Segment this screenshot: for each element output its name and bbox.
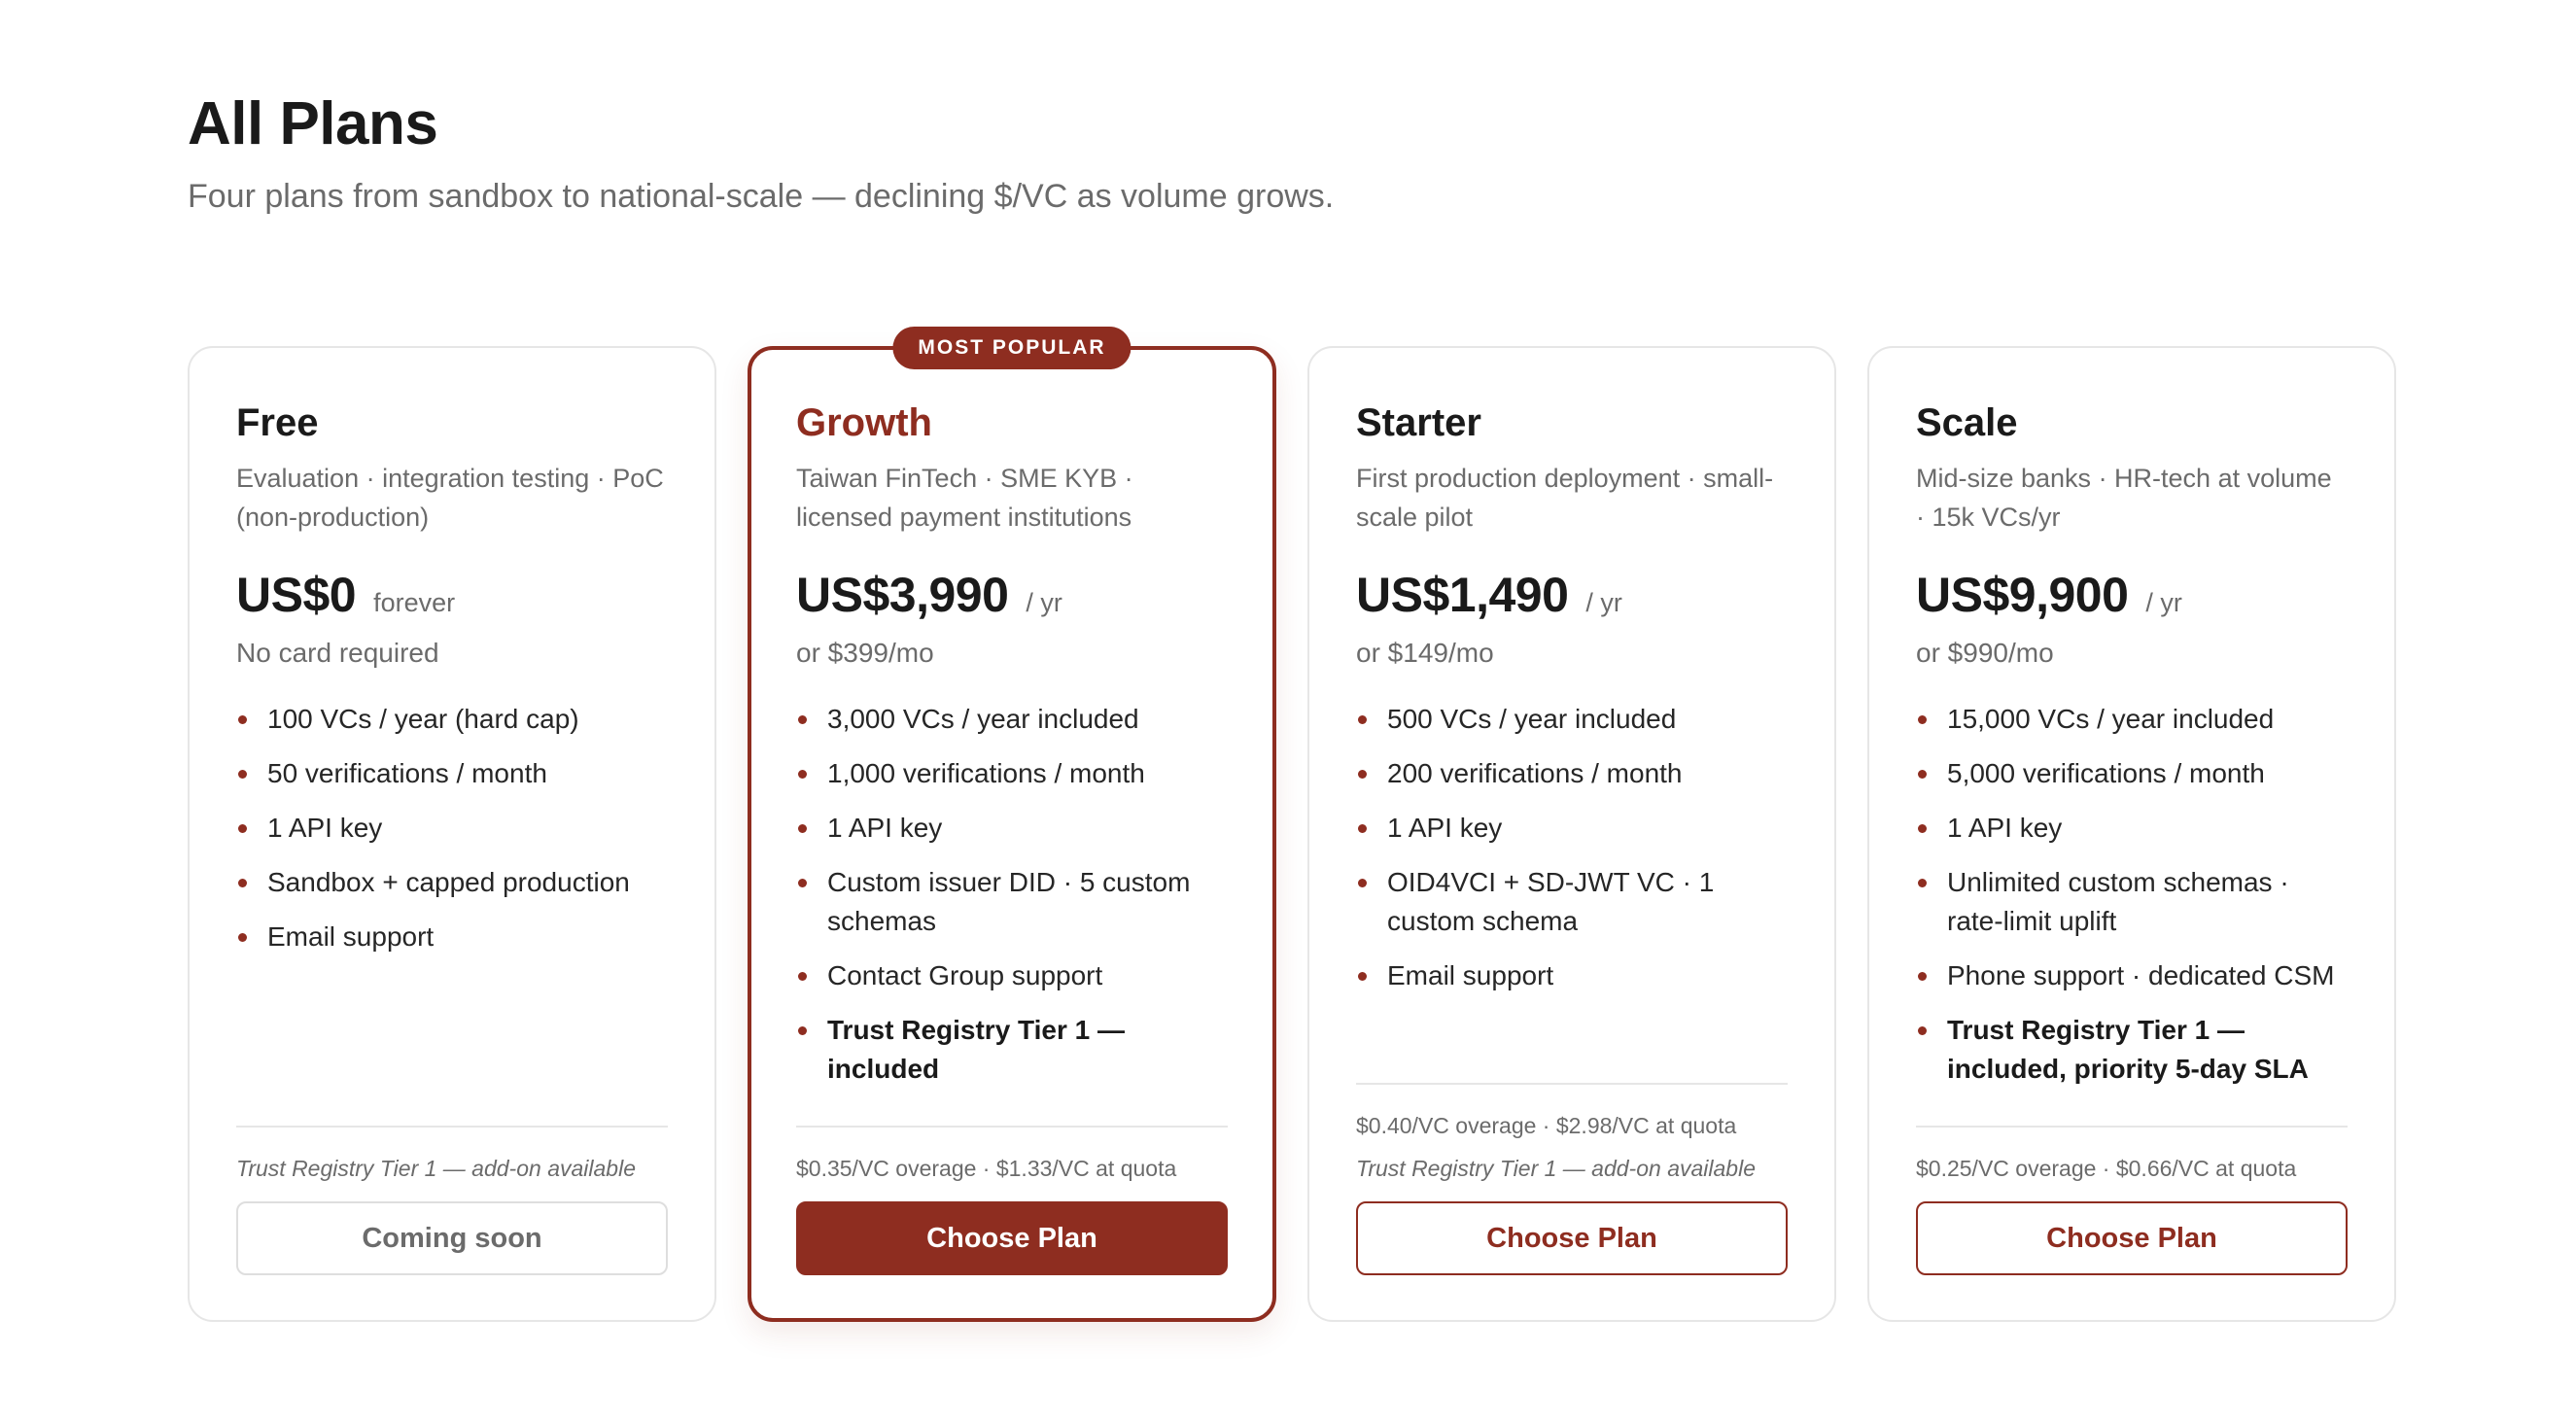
feature-text: Unlimited custom schemas · rate-limit uplift — [1947, 867, 2289, 936]
bullet-dot — [798, 879, 807, 887]
card-divider — [796, 1126, 1228, 1128]
feature-item — [796, 700, 1228, 739]
feature-text: 500 VCs / year included — [1387, 704, 1677, 734]
feature-text: 3,000 VCs / year included — [827, 704, 1139, 734]
feature-text: 5,000 verifications / month — [1947, 758, 2265, 788]
feature-item — [796, 754, 1228, 793]
bullet-dot — [798, 715, 807, 724]
plan-period: / yr — [1026, 588, 1062, 617]
choose-plan-button-growth[interactable]: Choose Plan — [796, 1201, 1228, 1275]
feature-item — [1916, 809, 2348, 848]
plan-price-alt: or $399/mo — [796, 638, 934, 668]
price-row — [236, 566, 668, 624]
feature-text: Custom issuer DID · 5 custom schemas — [827, 867, 1191, 936]
feature-text: 50 verifications / month — [267, 758, 547, 788]
page-subtitle: Four plans from sandbox to national-scale — declining $/VC as volume grows. — [188, 178, 1335, 215]
plan-description: Taiwan FinTech · SME KYB · licensed payment institutions — [796, 464, 1133, 532]
most-popular-badge: MOST POPULAR — [892, 327, 1131, 369]
choose-plan-button-scale[interactable]: Choose Plan — [1916, 1201, 2348, 1275]
plan-description: Mid-size banks · HR-tech at volume · 15k VCs/yr — [1916, 464, 2332, 532]
feature-text: 15,000 VCs / year included — [1947, 704, 2275, 734]
price-row — [796, 566, 1228, 624]
bullet-dot — [238, 824, 247, 833]
card-divider — [1356, 1083, 1788, 1085]
feature-text: 1,000 verifications / month — [827, 758, 1145, 788]
plan-name: Scale — [1916, 401, 2018, 444]
coming-soon-button[interactable]: Coming soon — [236, 1201, 668, 1275]
plan-name: Growth — [796, 401, 932, 444]
feature-text: Contact Group support — [827, 960, 1103, 990]
feature-list — [236, 700, 668, 972]
feature-item — [1356, 700, 1788, 739]
feature-item — [1916, 754, 2348, 793]
feature-item-highlight — [796, 1011, 1228, 1089]
bullet-dot — [238, 770, 247, 779]
feature-list — [796, 700, 1228, 1104]
plan-period: forever — [373, 588, 456, 617]
plan-card-scale — [1867, 346, 2396, 1322]
plan-description: First production deployment · small-scale pilot — [1356, 464, 1774, 532]
plan-price-alt: No card required — [236, 638, 439, 668]
plan-price: US$9,900 — [1916, 568, 2129, 622]
feature-item — [236, 754, 668, 793]
plan-footnote: Trust Registry Tier 1 — add-on available — [236, 1156, 636, 1181]
plan-period: / yr — [2145, 588, 2182, 617]
plan-price: US$3,990 — [796, 568, 1009, 622]
plan-price-alt: or $990/mo — [1916, 638, 2054, 668]
feature-item — [1916, 956, 2348, 995]
feature-list — [1356, 700, 1788, 1011]
feature-list — [1916, 700, 2348, 1104]
bullet-dot — [1358, 824, 1367, 833]
bullet-dot — [238, 879, 247, 887]
feature-text: Phone support · dedicated CSM — [1947, 960, 2335, 990]
feature-item — [1356, 863, 1788, 941]
plan-footnote: $0.40/VC overage · $2.98/VC at quota — [1356, 1113, 1737, 1138]
bullet-dot — [238, 715, 247, 724]
bullet-dot — [1918, 824, 1927, 833]
bullet-dot — [1918, 715, 1927, 724]
feature-text: Sandbox + capped production — [267, 867, 630, 897]
bullet-dot — [798, 1026, 807, 1035]
feature-item — [796, 809, 1228, 848]
feature-item — [1356, 809, 1788, 848]
feature-text: Trust Registry Tier 1 — included — [827, 1015, 1126, 1084]
feature-item — [796, 956, 1228, 995]
feature-item — [236, 700, 668, 739]
bullet-dot — [1358, 770, 1367, 779]
plan-price: US$0 — [236, 568, 357, 622]
feature-text: OID4VCI + SD-JWT VC · 1 custom schema — [1387, 867, 1715, 936]
card-divider — [236, 1126, 668, 1128]
feature-text: 1 API key — [1387, 813, 1503, 843]
bullet-dot — [1358, 879, 1367, 887]
feature-item — [236, 863, 668, 902]
plan-name: Starter — [1356, 401, 1481, 444]
bullet-dot — [798, 972, 807, 981]
feature-item — [796, 863, 1228, 941]
plan-period: / yr — [1585, 588, 1622, 617]
feature-text: Email support — [1387, 960, 1554, 990]
page-title: All Plans — [188, 90, 438, 157]
plan-footnote-addon: Trust Registry Tier 1 — add-on available — [1356, 1156, 1756, 1181]
plans-grid — [188, 336, 2396, 1322]
plan-price-alt: or $149/mo — [1356, 638, 1494, 668]
feature-text: Trust Registry Tier 1 — included, priority 5-day SLA — [1947, 1015, 2309, 1084]
feature-item — [1356, 754, 1788, 793]
feature-item — [1916, 700, 2348, 739]
feature-item — [236, 918, 668, 956]
bullet-dot — [238, 933, 247, 942]
bullet-dot — [1358, 972, 1367, 981]
plan-price: US$1,490 — [1356, 568, 1569, 622]
feature-item — [236, 809, 668, 848]
card-divider — [1916, 1126, 2348, 1128]
price-row — [1916, 566, 2348, 624]
plan-card-free — [188, 346, 716, 1322]
plan-card-growth — [748, 336, 1276, 1322]
price-row — [1356, 566, 1788, 624]
feature-item — [1356, 956, 1788, 995]
feature-text: 1 API key — [827, 813, 943, 843]
bullet-dot — [798, 824, 807, 833]
bullet-dot — [1918, 770, 1927, 779]
plan-name: Free — [236, 401, 319, 444]
plan-footnote: $0.25/VC overage · $0.66/VC at quota — [1916, 1156, 2297, 1181]
feature-item — [1916, 863, 2348, 941]
bullet-dot — [1918, 879, 1927, 887]
feature-text: 1 API key — [1947, 813, 2063, 843]
bullet-dot — [798, 770, 807, 779]
feature-text: Email support — [267, 921, 435, 952]
plan-card-starter — [1307, 346, 1836, 1322]
plan-footnote: $0.35/VC overage · $1.33/VC at quota — [796, 1156, 1177, 1181]
plan-description: Evaluation · integration testing · PoC (non-production) — [236, 464, 664, 532]
choose-plan-button-starter[interactable]: Choose Plan — [1356, 1201, 1788, 1275]
bullet-dot — [1918, 972, 1927, 981]
bullet-dot — [1918, 1026, 1927, 1035]
feature-item-highlight — [1916, 1011, 2348, 1089]
feature-text: 200 verifications / month — [1387, 758, 1683, 788]
feature-text: 1 API key — [267, 813, 383, 843]
feature-text: 100 VCs / year (hard cap) — [267, 704, 579, 734]
bullet-dot — [1358, 715, 1367, 724]
